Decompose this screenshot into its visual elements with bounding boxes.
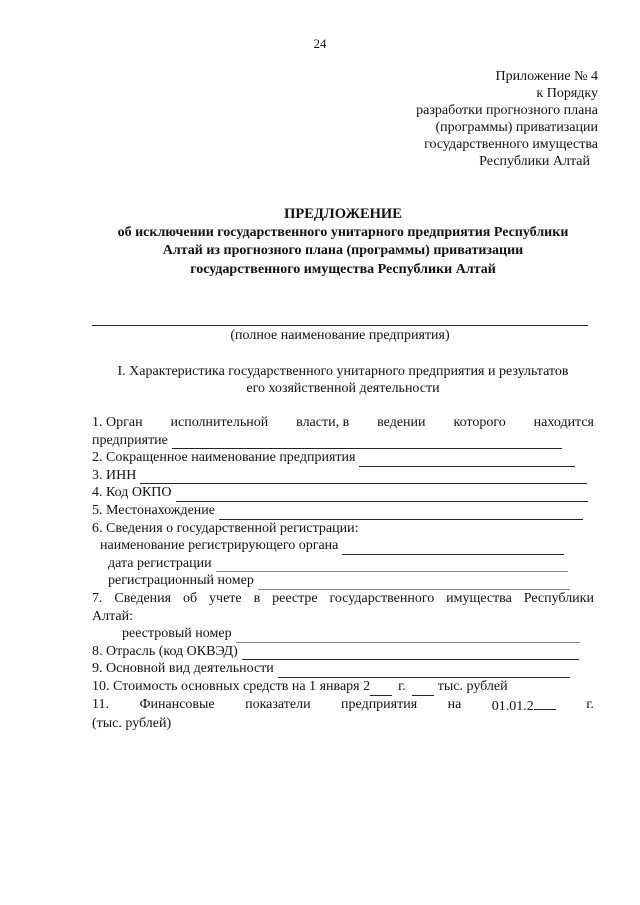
title-heading: ПРЕДЛОЖЕНИЕ <box>284 206 402 222</box>
inn-field[interactable] <box>140 470 587 484</box>
item-5-row <box>92 502 583 520</box>
registry-number-field[interactable] <box>236 629 580 643</box>
fixed-assets-value-field[interactable] <box>412 682 434 696</box>
item-7-text <box>92 590 594 608</box>
word: показатели <box>245 696 311 712</box>
item-label: регистрационный номер <box>108 573 254 589</box>
enterprise-name-caption: (полное наименование предприятия) <box>230 328 450 343</box>
short-name-field[interactable] <box>359 453 575 467</box>
item-label: 9. Основной вид деятельности <box>92 661 274 677</box>
word: находится <box>533 415 594 430</box>
okved-field[interactable] <box>242 646 579 660</box>
okpo-field[interactable] <box>176 488 588 502</box>
item-label: 8. Отрасль (код ОКВЭД) <box>92 643 238 659</box>
date-group <box>492 696 556 716</box>
word: в <box>253 590 261 606</box>
item-11-cont <box>92 715 594 733</box>
appendix-block <box>338 68 598 170</box>
word: Сведения <box>114 590 172 606</box>
date-year-field[interactable] <box>534 696 556 710</box>
word: ведении <box>377 415 426 430</box>
location-field[interactable] <box>219 506 583 520</box>
word: 11. <box>92 696 109 712</box>
registration-date-field[interactable] <box>216 558 568 572</box>
word: исполнительной <box>170 415 269 430</box>
item-label: предприятие <box>92 432 168 448</box>
item-6a-row <box>92 537 564 555</box>
title-line: об исключении государственного унитарного предприятия Республики <box>117 224 569 240</box>
item-label: 2. Сокращенное наименование предприятия <box>92 450 356 466</box>
item-7a-row <box>92 625 580 643</box>
item-10-row <box>92 678 594 696</box>
item-11-text <box>92 696 594 716</box>
word: имущества <box>446 590 512 606</box>
item-6-row <box>92 520 594 538</box>
item-9-row <box>92 660 570 678</box>
word: учете <box>209 590 242 606</box>
year-suffix: г. <box>398 678 406 694</box>
word: 7. <box>92 590 103 606</box>
item-8-row <box>92 643 579 661</box>
appendix-line: государственного имущества <box>424 137 598 152</box>
item-label: (тыс. рублей) <box>92 716 172 732</box>
registering-authority-field[interactable] <box>342 541 564 555</box>
authority-field[interactable] <box>172 435 562 449</box>
word: 1. Орган <box>92 415 143 430</box>
item-7-cont <box>92 608 594 626</box>
item-6b-row <box>92 555 568 573</box>
word: реестре <box>272 590 318 606</box>
item-label: реестровый номер <box>122 626 232 642</box>
item-4-row <box>92 484 588 502</box>
unit-label: тыс. рублей <box>437 678 508 694</box>
item-label: 10. Стоимость основных средств на 1 января 2 <box>92 678 371 694</box>
appendix-line: Приложение № 4 <box>495 69 598 84</box>
enterprise-name-field[interactable] <box>92 325 588 326</box>
appendix-line: к Порядку <box>536 86 598 101</box>
section-title <box>88 363 598 397</box>
registration-number-field[interactable] <box>258 576 570 590</box>
page-number: 24 <box>313 36 327 51</box>
item-6c-row <box>92 572 570 590</box>
item-label: дата регистрации <box>108 555 212 571</box>
title-line: Алтай из прогнозного плана (программы) приватизации <box>162 243 524 258</box>
appendix-line: разработки прогнозного плана <box>416 103 598 118</box>
item-label: наименование регистрирующего органа <box>100 538 339 554</box>
word: предприятия <box>341 696 418 712</box>
item-label: 6. Сведения о государственной регистрации: <box>92 520 359 536</box>
item-2-row <box>92 449 575 467</box>
word: г. <box>586 696 594 712</box>
appendix-line: Республики Алтай <box>479 154 590 169</box>
item-1-row <box>92 432 562 450</box>
item-3-row <box>92 467 587 485</box>
item-label: 3. ИНН <box>92 467 137 483</box>
word: государственного <box>329 590 435 606</box>
appendix-line: (программы) приватизации <box>435 120 598 135</box>
date-prefix: 01.01.2 <box>491 698 534 714</box>
word: Республики <box>523 590 594 606</box>
item-label: 4. Код ОКПО <box>92 485 172 501</box>
document-title <box>88 205 598 279</box>
form-fields <box>92 414 594 733</box>
year-field[interactable] <box>370 682 392 696</box>
word: которого <box>453 415 506 430</box>
word: власти, в <box>296 415 350 430</box>
item-label: Алтай: <box>92 608 133 624</box>
item-label: 5. Местонахождение <box>92 502 216 518</box>
section-title-line: его хозяйственной деятельности <box>246 381 440 396</box>
title-line: государственного имущества Республики Алтай <box>190 261 496 277</box>
item-1-text <box>92 414 594 432</box>
word: Финансовые <box>139 696 215 712</box>
word: на <box>447 696 462 712</box>
section-title-line: I. Характеристика государственного унитарного предприятия и результатов <box>117 364 569 379</box>
main-activity-field[interactable] <box>278 664 570 678</box>
word: об <box>183 590 198 606</box>
